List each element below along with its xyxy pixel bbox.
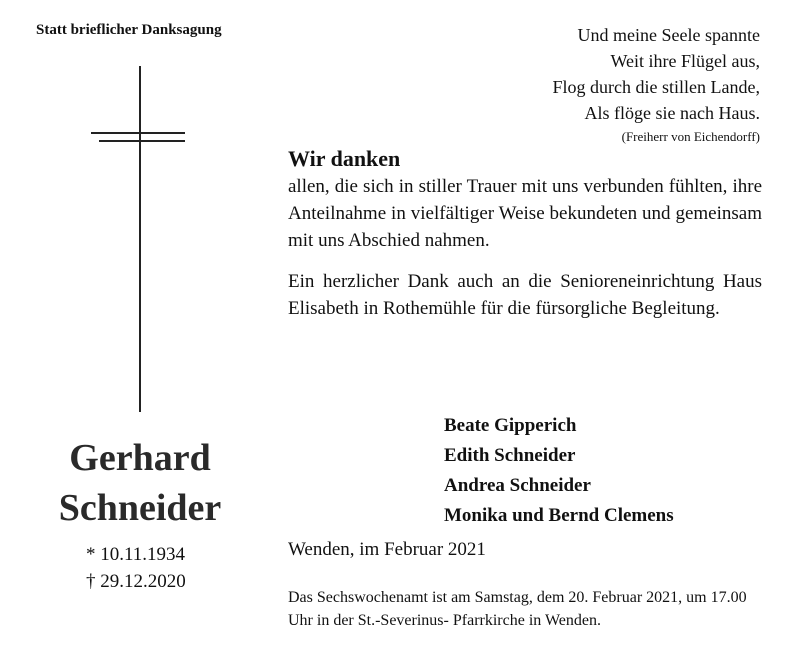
poem-line: Als flöge sie nach Haus. (584, 103, 760, 123)
thanks-section (288, 145, 762, 322)
place-date: Wenden, im Februar 2021 (288, 539, 486, 560)
thanks-heading: Wir danken (288, 146, 401, 171)
cross-vertical-bar (139, 66, 141, 412)
last-name: Schneider (58, 487, 222, 529)
signer: Beate Gipperich (444, 415, 577, 436)
signer: Andrea Schneider (444, 475, 591, 496)
first-name: Gerhard (69, 437, 211, 479)
poem-line: Weit ihre Flügel aus, (610, 51, 760, 71)
death-date: † 29.12.2020 (86, 571, 186, 592)
header-label: Statt brieflicher Danksagung (36, 22, 222, 38)
signers-list (444, 411, 674, 531)
poem-author: (Freiherr von Eichendorff) (621, 129, 760, 144)
cross-horizontal-bar (99, 140, 185, 142)
thanks-paragraph: Ein herzlicher Dank auch an die Senioreneinrichtung Haus Elisabeth in Rothemühle für die fürsorgliche Begleitung. (288, 271, 762, 319)
poem (553, 22, 760, 148)
thanks-paragraph: allen, die sich in stiller Trauer mit uns verbunden fühlten, ihre Anteilnahme in vielfältiger Weise bekundeten und gemeinsam mit uns Abschied nahmen. (288, 176, 762, 251)
cross-horizontal-bar (91, 132, 185, 134)
deceased-name (20, 433, 260, 533)
poem-line: Und meine Seele spannte (577, 25, 760, 45)
signer: Edith Schneider (444, 445, 576, 466)
service-note: Das Sechswochenamt ist am Samstag, dem 20. Februar 2021, um 17.00 Uhr in der St.-Severinus- Pfarrkirche in Wenden. (288, 589, 747, 629)
signer: Monika und Bernd Clemens (444, 505, 674, 526)
life-dates (86, 541, 186, 595)
birth-date: * 10.11.1934 (86, 544, 186, 565)
poem-line: Flog durch die stillen Lande, (552, 77, 760, 97)
